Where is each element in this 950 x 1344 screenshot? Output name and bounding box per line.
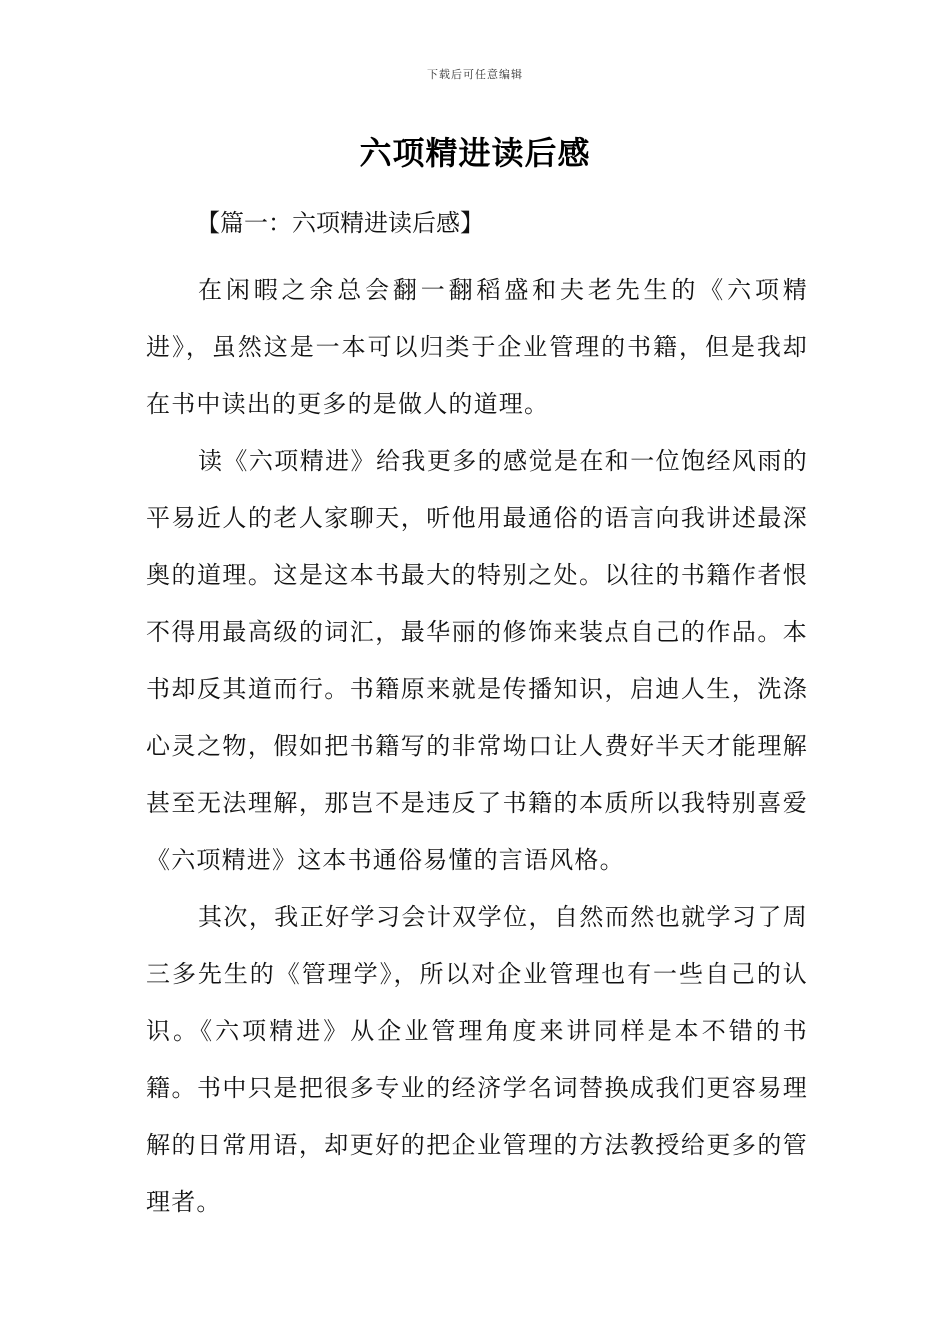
paragraph-1: 在闲暇之余总会翻一翻稻盛和夫老先生的《六项精进》，虽然这是一本可以归类于企业管理的书籍，但是我却在书中读出的更多的是做人的道理。: [146, 276, 808, 418]
paragraph-2: 读《六项精进》给我更多的感觉是在和一位饱经风雨的平易近人的老人家聊天，听他用最通俗的语言向我讲述最深奥的道理。这是这本书最大的特别之处。以往的书籍作者恨不得用最高级的词汇，最华丽的修饰来装点自己的作品。本书却反其道而行。书籍原来就是传播知识，启迪人生，洗涤心灵之物，假如把书籍写的非常坳口让人费好半天才能理解甚至无法理解，那岂不是违反了书籍的本质所以我特别喜爱《六项精进》这本书通俗易懂的言语风格。: [146, 447, 808, 874]
header-note: 下载后可任意编辑: [427, 68, 523, 81]
section-heading: 【篇一：六项精进读后感】: [196, 209, 484, 237]
document-title: 六项精进读后感: [359, 134, 591, 172]
body-text: [146, 262, 808, 1231]
paragraph-3: 其次，我正好学习会计双学位，自然而然也就学习了周三多先生的《管理学》，所以对企业管理也有一些自己的认识。《六项精进》从企业管理角度来讲同样是本不错的书籍。书中只是把很多专业的经济学名词替换成我们更容易理解的日常用语，却更好的把企业管理的方法教授给更多的管理者。: [146, 903, 808, 1216]
